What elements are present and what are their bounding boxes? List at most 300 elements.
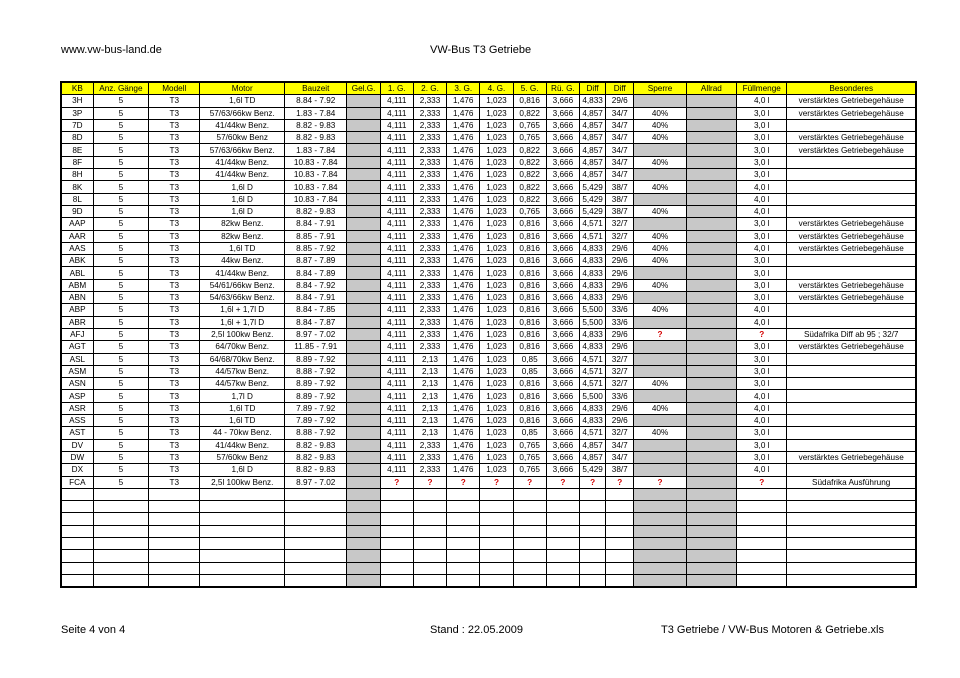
column-header: Sperre	[634, 82, 686, 95]
table-cell	[61, 562, 93, 574]
table-cell: 3,666	[546, 292, 579, 304]
table-cell	[686, 328, 736, 340]
table-cell: 1,476	[447, 132, 480, 144]
table-cell	[580, 537, 606, 549]
table-cell: 8.82 - 9.83	[285, 439, 347, 451]
table-cell	[787, 353, 916, 365]
table-cell: 5	[93, 415, 148, 427]
table-cell	[447, 562, 480, 574]
table-cell: 4,111	[380, 279, 413, 291]
table-cell	[413, 525, 446, 537]
table-cell: DX	[61, 464, 93, 476]
table-row	[61, 427, 916, 439]
table-cell	[347, 476, 380, 488]
table-cell: 1,476	[447, 218, 480, 230]
table-cell: 0,816	[513, 267, 546, 279]
table-cell: 1,476	[447, 193, 480, 205]
table-cell: 8D	[61, 132, 93, 144]
table-row	[61, 267, 916, 279]
table-cell: T3	[149, 439, 200, 451]
table-cell: 1,023	[480, 267, 513, 279]
table-cell: 4,833	[580, 267, 606, 279]
table-cell: 5	[93, 132, 148, 144]
table-cell: 8L	[61, 193, 93, 205]
table-cell	[787, 181, 916, 193]
table-cell: T3	[149, 156, 200, 168]
table-cell: 4,571	[580, 378, 606, 390]
table-cell	[480, 513, 513, 525]
table-row	[61, 242, 916, 254]
table-cell: 3,0 l	[737, 107, 787, 119]
table-cell: 8.85 - 7.92	[285, 242, 347, 254]
table-cell: 0,822	[513, 181, 546, 193]
table-cell: 1,023	[480, 193, 513, 205]
table-cell	[787, 574, 916, 587]
table-cell	[787, 255, 916, 267]
column-header: 5. G.	[513, 82, 546, 95]
table-cell	[634, 292, 686, 304]
table-cell: AAR	[61, 230, 93, 242]
table-cell: 3P	[61, 107, 93, 119]
empty-row	[61, 488, 916, 500]
table-cell	[686, 95, 736, 107]
table-cell	[347, 230, 380, 242]
table-cell: 5	[93, 205, 148, 217]
table-cell: 3,666	[546, 107, 579, 119]
table-cell	[347, 464, 380, 476]
table-cell: 5,500	[580, 390, 606, 402]
table-cell: T3	[149, 378, 200, 390]
table-cell	[149, 501, 200, 513]
table-cell: 3,666	[546, 156, 579, 168]
table-cell: 8H	[61, 169, 93, 181]
table-cell	[546, 513, 579, 525]
table-cell	[93, 525, 148, 537]
table-cell: 3,666	[546, 464, 579, 476]
table-cell	[686, 464, 736, 476]
table-cell	[634, 267, 686, 279]
table-cell: 0,765	[513, 132, 546, 144]
table-cell	[787, 119, 916, 131]
table-cell: 1,023	[480, 353, 513, 365]
table-cell: 4,857	[580, 144, 606, 156]
table-cell	[787, 365, 916, 377]
table-cell	[787, 550, 916, 562]
table-cell: 57/60kw Benz	[200, 451, 285, 463]
table-cell: 1,6l D	[200, 205, 285, 217]
table-cell: ?	[606, 476, 634, 488]
table-cell: 1,476	[447, 255, 480, 267]
table-row	[61, 390, 916, 402]
table-cell	[347, 218, 380, 230]
table-cell	[546, 550, 579, 562]
table-cell	[686, 107, 736, 119]
table-cell: T3	[149, 279, 200, 291]
table-cell: 34/7	[606, 144, 634, 156]
table-cell: 34/7	[606, 132, 634, 144]
table-cell: 4,111	[380, 304, 413, 316]
table-cell	[686, 181, 736, 193]
table-cell	[93, 537, 148, 549]
table-row	[61, 193, 916, 205]
table-cell	[787, 390, 916, 402]
table-cell: 5	[93, 156, 148, 168]
table-cell: 0,816	[513, 304, 546, 316]
table-cell: 3,666	[546, 402, 579, 414]
table-cell: 4,111	[380, 119, 413, 131]
table-cell: 1,7l D	[200, 390, 285, 402]
table-cell	[149, 537, 200, 549]
table-cell: 2,333	[413, 439, 446, 451]
table-row	[61, 476, 916, 488]
table-cell	[347, 242, 380, 254]
table-cell: Südafrika Ausführung	[787, 476, 916, 488]
table-cell	[480, 574, 513, 587]
table-cell: 29/6	[606, 267, 634, 279]
table-cell	[634, 464, 686, 476]
table-cell: 3,666	[546, 316, 579, 328]
table-cell: 29/6	[606, 292, 634, 304]
table-cell: 0,816	[513, 218, 546, 230]
table-cell: 1,476	[447, 181, 480, 193]
table-cell	[787, 562, 916, 574]
table-cell: DW	[61, 451, 93, 463]
table-cell	[285, 550, 347, 562]
table-cell: 1,6l D	[200, 181, 285, 193]
table-cell: 1,023	[480, 169, 513, 181]
table-cell: 1,023	[480, 427, 513, 439]
table-cell	[686, 415, 736, 427]
status-date: Stand : 22.05.2009	[430, 624, 523, 636]
table-cell: 5	[93, 144, 148, 156]
table-cell: 2,333	[413, 328, 446, 340]
table-cell: 34/7	[606, 451, 634, 463]
table-cell: 3,0 l	[737, 218, 787, 230]
table-cell	[634, 169, 686, 181]
table-cell	[686, 537, 736, 549]
table-cell	[347, 378, 380, 390]
table-cell: ?	[447, 476, 480, 488]
table-cell: 1,023	[480, 378, 513, 390]
table-cell: 0,816	[513, 292, 546, 304]
table-cell	[686, 378, 736, 390]
table-cell: 4,857	[580, 451, 606, 463]
table-cell: 40%	[634, 402, 686, 414]
table-cell: ABN	[61, 292, 93, 304]
table-cell	[347, 451, 380, 463]
table-cell: 5	[93, 427, 148, 439]
table-cell: 82kw Benz.	[200, 230, 285, 242]
table-cell: 5	[93, 353, 148, 365]
table-cell: 5	[93, 193, 148, 205]
table-cell	[61, 550, 93, 562]
table-cell	[546, 488, 579, 500]
table-cell: 1,476	[447, 341, 480, 353]
table-cell: 0,822	[513, 193, 546, 205]
table-cell: 2,333	[413, 230, 446, 242]
table-cell	[634, 365, 686, 377]
table-cell: T3	[149, 341, 200, 353]
table-cell: 3,0 l	[737, 156, 787, 168]
table-cell: 2,333	[413, 267, 446, 279]
table-cell	[787, 415, 916, 427]
table-row	[61, 169, 916, 181]
table-cell	[285, 574, 347, 587]
table-cell: ?	[413, 476, 446, 488]
table-cell: 38/7	[606, 181, 634, 193]
table-cell	[787, 267, 916, 279]
table-cell	[737, 488, 787, 500]
table-cell	[737, 513, 787, 525]
table-cell	[634, 341, 686, 353]
table-cell	[347, 292, 380, 304]
table-cell: 4,0 l	[737, 304, 787, 316]
table-cell: 0,816	[513, 378, 546, 390]
table-cell	[686, 255, 736, 267]
table-cell: 0,816	[513, 255, 546, 267]
table-cell: 1,023	[480, 218, 513, 230]
table-cell: T3	[149, 193, 200, 205]
table-cell: 54/63/66kw Benz.	[200, 292, 285, 304]
table-cell: 0,765	[513, 205, 546, 217]
table-cell: 57/60kw Benz	[200, 132, 285, 144]
table-cell: 5	[93, 464, 148, 476]
table-cell	[93, 488, 148, 500]
table-cell	[347, 513, 380, 525]
table-cell: 40%	[634, 255, 686, 267]
table-cell: 3,666	[546, 218, 579, 230]
table-cell	[347, 267, 380, 279]
column-header: Besonderes	[787, 82, 916, 95]
table-cell: 1,476	[447, 230, 480, 242]
table-cell: 4,833	[580, 402, 606, 414]
table-cell	[149, 513, 200, 525]
table-cell: 4,0 l	[737, 316, 787, 328]
table-cell	[686, 304, 736, 316]
table-cell: 40%	[634, 181, 686, 193]
table-cell: 2,333	[413, 169, 446, 181]
table-cell: 3,0 l	[737, 169, 787, 181]
table-cell: 0,822	[513, 144, 546, 156]
table-cell: 3,666	[546, 427, 579, 439]
table-cell: 1,476	[447, 402, 480, 414]
column-header: Bauzeit	[285, 82, 347, 95]
table-cell	[686, 353, 736, 365]
table-cell: 4,571	[580, 353, 606, 365]
table-cell: ?	[580, 476, 606, 488]
table-cell: 1,023	[480, 292, 513, 304]
table-cell: 5,429	[580, 464, 606, 476]
table-cell	[447, 574, 480, 587]
table-cell: 2,333	[413, 341, 446, 353]
table-cell: 1,476	[447, 156, 480, 168]
table-row	[61, 119, 916, 131]
table-cell: 44/57kw Benz.	[200, 365, 285, 377]
empty-row	[61, 550, 916, 562]
table-cell: 5	[93, 181, 148, 193]
table-cell: 1,476	[447, 205, 480, 217]
table-row	[61, 464, 916, 476]
table-cell	[285, 537, 347, 549]
table-cell: 1,476	[447, 119, 480, 131]
table-cell: 4,111	[380, 390, 413, 402]
table-cell: 29/6	[606, 242, 634, 254]
table-cell: 0,816	[513, 415, 546, 427]
table-cell: verstärktes Getriebegehäuse	[787, 230, 916, 242]
table-cell: 2,13	[413, 427, 446, 439]
table-cell	[200, 550, 285, 562]
table-cell: 3,666	[546, 451, 579, 463]
table-cell: 1,023	[480, 451, 513, 463]
table-cell	[347, 119, 380, 131]
table-cell: 4,111	[380, 156, 413, 168]
table-cell	[606, 562, 634, 574]
table-cell	[285, 501, 347, 513]
table-cell: 3,0 l	[737, 132, 787, 144]
table-cell: 1,023	[480, 341, 513, 353]
table-cell	[285, 513, 347, 525]
table-cell: 10.83 - 7.84	[285, 181, 347, 193]
table-cell: AFJ	[61, 328, 93, 340]
table-cell: 1,6l TD	[200, 415, 285, 427]
table-cell	[686, 402, 736, 414]
table-cell: 3,666	[546, 279, 579, 291]
table-cell: 2,333	[413, 242, 446, 254]
table-cell: 1,023	[480, 464, 513, 476]
table-cell	[480, 562, 513, 574]
table-cell: 82kw Benz.	[200, 218, 285, 230]
table-cell	[61, 525, 93, 537]
table-cell: 1,6l + 1,7l D	[200, 316, 285, 328]
table-row	[61, 156, 916, 168]
table-cell	[686, 279, 736, 291]
table-cell: ASR	[61, 402, 93, 414]
table-cell: 3,0 l	[737, 292, 787, 304]
table-cell: 2,333	[413, 107, 446, 119]
column-header: Rü. G.	[546, 82, 579, 95]
table-cell: 3,666	[546, 328, 579, 340]
table-cell: 7.89 - 7.92	[285, 402, 347, 414]
table-cell	[513, 537, 546, 549]
table-cell	[737, 550, 787, 562]
table-cell: 4,111	[380, 353, 413, 365]
table-cell	[606, 550, 634, 562]
table-cell	[787, 402, 916, 414]
table-cell: 5	[93, 328, 148, 340]
table-cell	[546, 574, 579, 587]
table-cell: 1,476	[447, 292, 480, 304]
table-cell: 8.89 - 7.92	[285, 390, 347, 402]
table-cell: 40%	[634, 107, 686, 119]
table-cell: 8.84 - 7.91	[285, 292, 347, 304]
table-cell: 40%	[634, 242, 686, 254]
column-header: Gel.G.	[347, 82, 380, 95]
table-cell: 34/7	[606, 156, 634, 168]
empty-row	[61, 562, 916, 574]
table-cell: verstärktes Getriebegehäuse	[787, 341, 916, 353]
table-cell	[606, 488, 634, 500]
table-cell: T3	[149, 464, 200, 476]
table-cell: 2,333	[413, 144, 446, 156]
table-cell	[347, 144, 380, 156]
table-cell: 1,476	[447, 144, 480, 156]
table-cell	[200, 513, 285, 525]
table-cell: 1,023	[480, 205, 513, 217]
table-cell: 1,476	[447, 378, 480, 390]
table-cell: 4,857	[580, 439, 606, 451]
table-cell	[447, 501, 480, 513]
table-cell	[447, 537, 480, 549]
table-cell	[634, 562, 686, 574]
table-row	[61, 181, 916, 193]
table-cell: 3,0 l	[737, 144, 787, 156]
column-header: Modell	[149, 82, 200, 95]
table-cell: 4,857	[580, 107, 606, 119]
table-cell: 3,666	[546, 230, 579, 242]
table-cell: 5	[93, 107, 148, 119]
table-cell: 0,765	[513, 439, 546, 451]
table-cell	[380, 488, 413, 500]
table-cell: 5	[93, 476, 148, 488]
table-cell: 0,816	[513, 390, 546, 402]
table-cell: 64/70kw Benz.	[200, 341, 285, 353]
table-cell: T3	[149, 365, 200, 377]
table-cell: 2,333	[413, 304, 446, 316]
table-cell: 1,023	[480, 181, 513, 193]
table-cell: 64/68/70kw Benz.	[200, 353, 285, 365]
table-cell: 4,0 l	[737, 205, 787, 217]
table-cell: 2,333	[413, 95, 446, 107]
table-cell: 41/44kw Benz.	[200, 169, 285, 181]
table-cell: 8.84 - 7.87	[285, 316, 347, 328]
table-cell	[447, 525, 480, 537]
table-cell: 2,333	[413, 119, 446, 131]
table-cell	[347, 107, 380, 119]
table-cell: 1,023	[480, 95, 513, 107]
table-cell	[787, 439, 916, 451]
table-cell: 1,476	[447, 316, 480, 328]
table-cell: 0,85	[513, 353, 546, 365]
table-cell	[634, 95, 686, 107]
table-cell: 1,476	[447, 353, 480, 365]
table-cell: 4,111	[380, 316, 413, 328]
table-cell: 1,023	[480, 328, 513, 340]
table-cell: 1,476	[447, 451, 480, 463]
table-cell: 4,111	[380, 427, 413, 439]
table-cell	[787, 488, 916, 500]
table-cell: 1,023	[480, 439, 513, 451]
table-cell: 8F	[61, 156, 93, 168]
table-cell: 8.82 - 9.83	[285, 451, 347, 463]
table-cell: ASL	[61, 353, 93, 365]
table-cell	[347, 205, 380, 217]
table-cell	[686, 156, 736, 168]
table-cell: DV	[61, 439, 93, 451]
table-row	[61, 402, 916, 414]
table-cell: 5	[93, 279, 148, 291]
table-row	[61, 107, 916, 119]
table-cell: 0,85	[513, 365, 546, 377]
table-row	[61, 218, 916, 230]
table-cell	[634, 218, 686, 230]
table-cell: 38/7	[606, 193, 634, 205]
table-cell	[686, 574, 736, 587]
table-cell: 32/7	[606, 353, 634, 365]
table-cell: ABP	[61, 304, 93, 316]
table-cell: 2,333	[413, 279, 446, 291]
table-row	[61, 378, 916, 390]
table-cell: 3,666	[546, 193, 579, 205]
